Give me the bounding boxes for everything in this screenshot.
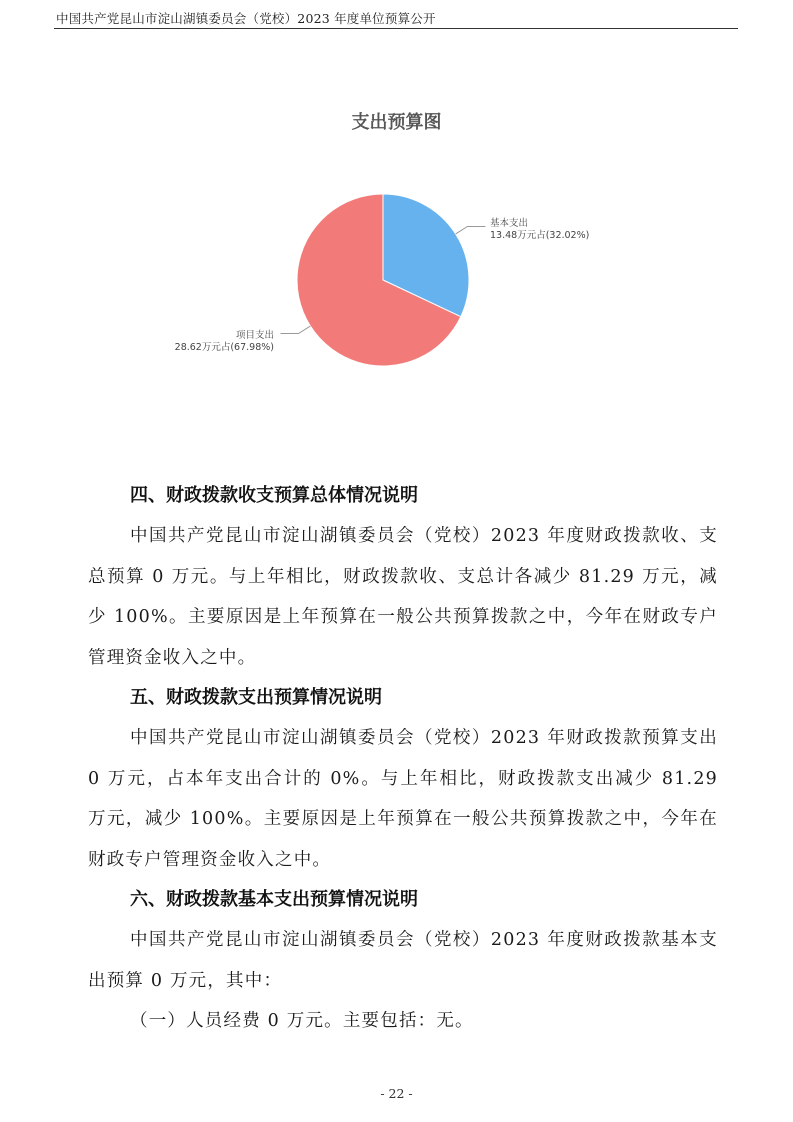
document-body (88, 476, 718, 1042)
slice-name-basic: 基本支出 (490, 218, 529, 229)
slice-value-project: 28.62万元占(67.98%) (174, 342, 274, 353)
section-6-item-1: （一）人员经费 0 万元。主要包括：无。 (130, 1011, 474, 1031)
section-6-paragraph: 中国共产党昆山市淀山湖镇委员会（党校）2023 年度财政拨款基本支出预算 0 万元，其中： (88, 930, 718, 991)
slice-value-basic: 13.48万元占(32.02%) (490, 230, 590, 241)
chart-title: 支出预算图 (351, 112, 442, 133)
leader-line-project (281, 326, 311, 333)
running-header: 中国共产党昆山市淀山湖镇委员会（党校）2023 年度单位预算公开 (56, 11, 436, 26)
section-4-paragraph: 中国共产党昆山市淀山湖镇委员会（党校）2023 年度财政拨款收、支总预算 0 万元。与上年相比，财政拨款收、支总计各减少 81.29 万元，减少 100%。主要原因是上年预算在一般公共预算拨款之中，今年在财政专户管理资金收入之中。 (88, 526, 718, 668)
section-heading-6: 六、财政拨款基本支出预算情况说明 (130, 889, 418, 910)
section-heading-5: 五、财政拨款支出预算情况说明 (130, 687, 382, 708)
section-5-paragraph: 中国共产党昆山市淀山湖镇委员会（党校）2023 年财政拨款预算支出 0 万元，占本年支出合计的 0%。与上年相比，财政拨款支出减少 81.29 万元，减少 100%。主要原因是上年预算在一般公共预算拨款之中，今年在财政专户管理资金收入之中。 (88, 728, 718, 870)
pie-chart (0, 0, 793, 440)
slice-name-project: 项目支出 (235, 330, 274, 341)
pie-chart-svg (0, 0, 793, 440)
page-number: - 22 - (380, 1086, 413, 1101)
leader-line-basic (456, 226, 486, 233)
section-heading-4: 四、财政拨款收支预算总体情况说明 (130, 485, 418, 506)
